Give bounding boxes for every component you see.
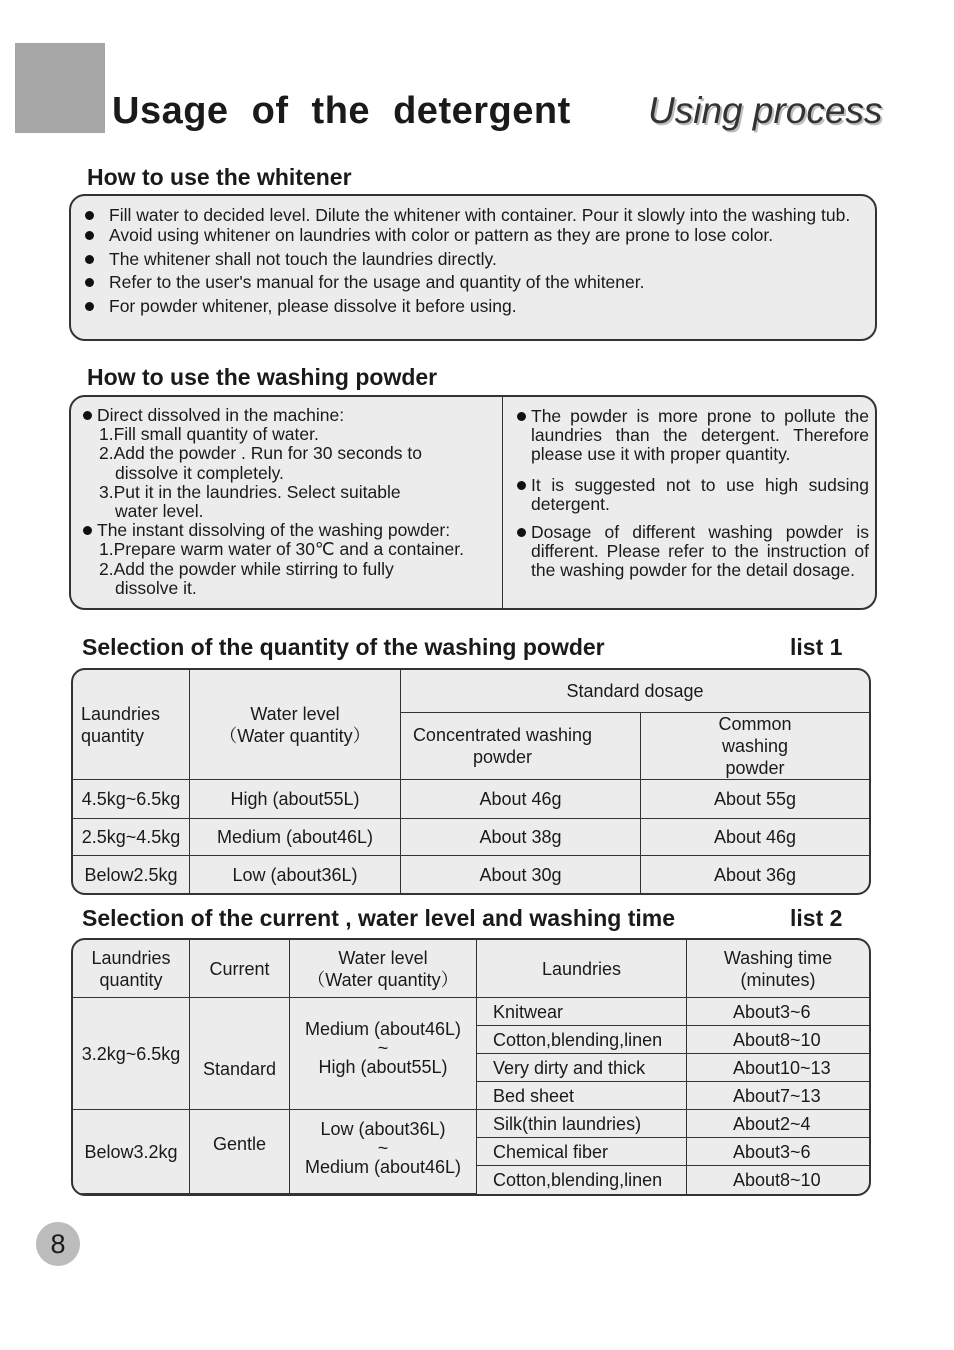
list1-tag: list 1 — [790, 634, 843, 660]
list-item: 2.Add the powder while stirring to fully — [99, 558, 394, 579]
list-item: Avoid using whitener on laundries with color or pattern as they are prone to lose color. — [71, 226, 859, 245]
table-cell: About 46g — [401, 780, 641, 819]
table-row — [73, 780, 869, 819]
header-cell-laundries: Laundries quantity — [73, 940, 190, 998]
header-cell-washing-time: Washing time (minutes) — [687, 940, 869, 998]
header-cell-water — [190, 670, 401, 780]
table-cell: Knitwear — [477, 998, 687, 1026]
table-cell: 3.2kg~6.5kg — [73, 998, 190, 1110]
page-title: Usage of the detergent — [112, 90, 571, 132]
table-cell: About 30g — [401, 856, 641, 893]
list1-heading: Selection of the quantity of the washing powder — [82, 634, 605, 660]
table-row — [73, 856, 869, 893]
table-cell: About 36g — [713, 864, 797, 885]
table-cell: About 46g — [641, 819, 869, 856]
list-item: 3.Put it in the laundries. Select suitable — [99, 481, 401, 502]
water-range-low: Medium (about46L) — [304, 1019, 462, 1039]
list-item: For powder whitener, please dissolve it before using. — [71, 297, 859, 316]
header-water-label: Water level — [250, 703, 340, 724]
list-item: Refer to the user's manual for the usage and quantity of the whitener. — [71, 273, 859, 292]
list-item: dissolve it completely. — [115, 462, 284, 483]
table-cell: Below3.2kg — [73, 1110, 190, 1194]
table-cell: About2~4 — [687, 1110, 869, 1138]
washing-time-table — [71, 938, 871, 1196]
water-range-tilde: ~ — [377, 1138, 389, 1158]
list-item: water level. — [115, 501, 204, 522]
table-cell: About3~6 — [687, 1138, 869, 1166]
table-cell: Cotton,blending,linen — [477, 1026, 687, 1054]
table-cell: 2.5kg~4.5kg — [73, 819, 190, 856]
table-cell: Medium (about46L) — [190, 819, 401, 856]
table-cell: 4.5kg~6.5kg — [73, 780, 190, 819]
header-water-label: Water level — [338, 947, 428, 968]
table-cell: About8~10 — [733, 1170, 821, 1190]
table-cell: Cotton,blending,linen — [477, 1166, 687, 1194]
table-cell: Very dirty and thick — [477, 1054, 687, 1082]
list-item: The whitener shall not touch the laundries directly. — [71, 250, 859, 269]
water-range-low: Low (about36L) — [320, 1119, 446, 1139]
whitener-box — [69, 194, 877, 341]
list-item: dissolve it. — [115, 577, 197, 598]
header-cell-concentrated: Concentrated washing powder — [401, 713, 641, 780]
whitener-list — [71, 206, 859, 316]
list-item: The instant dissolving of the washing powder: — [75, 521, 500, 540]
section-label: Using process — [648, 90, 883, 131]
list-item: 2.Add the powder . Run for 30 seconds to — [99, 443, 422, 464]
table-cell: About10~13 — [687, 1054, 869, 1082]
table-cell: Silk(thin laundries) — [477, 1110, 687, 1138]
table-cell-water-range — [290, 998, 477, 1110]
list-item: It is suggested not to use high sudsing detergent. — [509, 476, 869, 514]
header-cell-laundries-type: Laundries — [477, 940, 687, 998]
column-divider — [502, 397, 503, 608]
list-item: Dosage of different washing powder is different. Please refer to the instruction of the washing powder for the detail dosage. — [509, 523, 869, 581]
table-cell: About8~10 — [687, 1026, 869, 1054]
page-number: 8 — [36, 1222, 80, 1266]
table-cell: Low (about36L) — [190, 856, 401, 893]
table-cell: Bed sheet — [477, 1082, 687, 1110]
header-cell-common: Common washing powder — [641, 713, 869, 780]
table-cell: About3~6 — [687, 998, 869, 1026]
water-range-tilde: ~ — [377, 1038, 389, 1058]
table-cell: Below2.5kg — [73, 856, 190, 893]
header-cell-current: Current — [190, 940, 290, 998]
corner-decoration-block — [15, 43, 105, 133]
water-range-high: Medium (about46L) — [304, 1157, 462, 1177]
list2-heading: Selection of the current , water level and washing time — [82, 905, 676, 931]
header-cell-standard-dosage: Standard dosage — [401, 670, 869, 713]
water-range-high: High (about55L) — [318, 1057, 448, 1077]
powder-right-column — [509, 407, 869, 608]
powder-left-column — [75, 406, 500, 608]
table-cell: Chemical fiber — [477, 1138, 687, 1166]
list-item: The powder is more prone to pollute the laundries than the detergent. Therefore please use it with proper quantity. — [509, 407, 869, 465]
powder-box — [69, 395, 877, 610]
header-water-sub: （Water quantity） — [219, 725, 371, 746]
powder-heading: How to use the washing powder — [87, 364, 438, 390]
list-item: Fill water to decided level. Dilute the whitener with container. Pour it slowly into the washing tub. — [71, 206, 859, 225]
header-cell-laundries: Laundries quantity — [73, 670, 190, 780]
table-cell: About 38g — [401, 819, 641, 856]
table-cell-water-range — [290, 1110, 477, 1194]
table-cell: About 55g — [641, 780, 869, 819]
powder-quantity-table — [71, 668, 871, 895]
list-item: 1.Fill small quantity of water. — [99, 424, 319, 445]
header-cell-water — [290, 940, 477, 998]
list-item: Direct dissolved in the machine: — [75, 406, 500, 425]
list-item: 1.Prepare warm water of 30℃ and a container. — [99, 539, 464, 560]
whitener-heading: How to use the whitener — [87, 164, 352, 190]
table-cell: Standard — [190, 998, 290, 1110]
table-row — [73, 1110, 869, 1138]
table-row — [73, 998, 869, 1026]
table-row — [73, 819, 869, 856]
table-cell: Gentle — [190, 1110, 290, 1194]
table-cell: High (about55L) — [190, 780, 401, 819]
header-water-sub: （Water quantity） — [307, 969, 459, 990]
list2-tag: list 2 — [790, 905, 843, 931]
table-cell: About7~13 — [687, 1082, 869, 1110]
